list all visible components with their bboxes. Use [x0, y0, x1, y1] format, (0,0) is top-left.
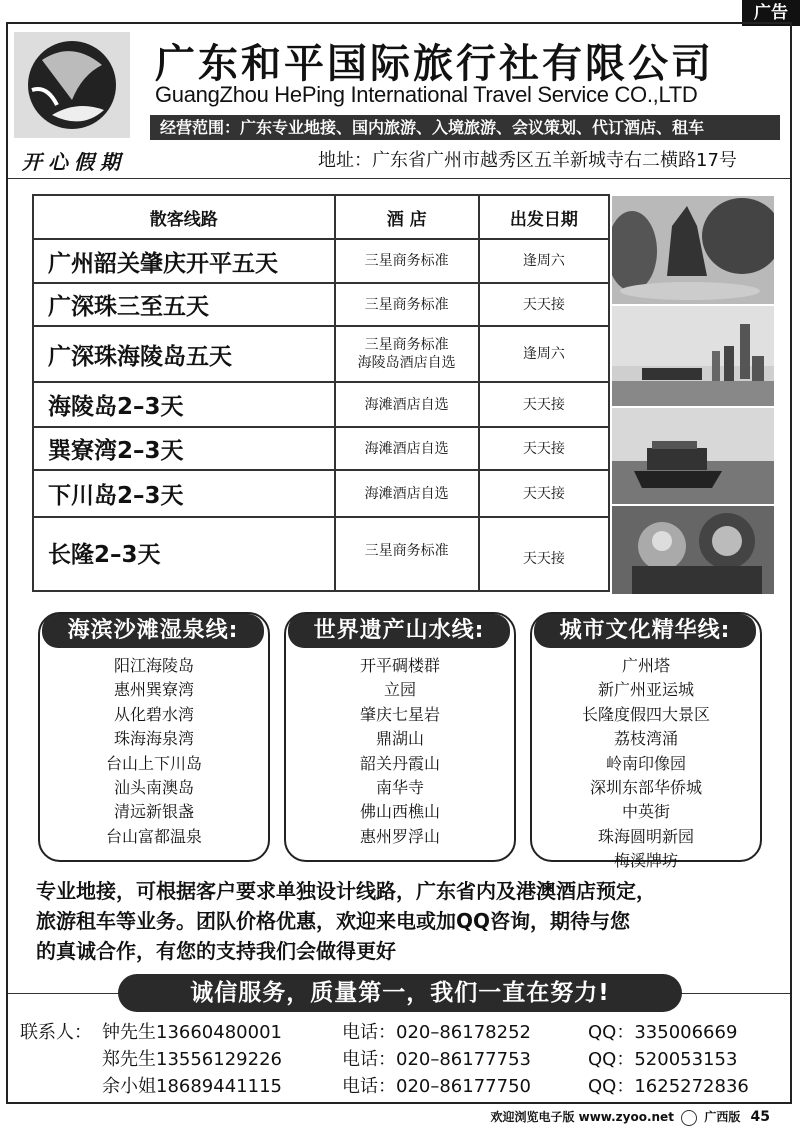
route-name: 巽寮湾2–3天 — [33, 427, 335, 470]
route-date: 天天接 — [479, 283, 609, 326]
contact-qq: QQ：335006669 — [588, 1022, 738, 1043]
route-hotel: 三星商务标准 — [335, 517, 479, 591]
table-row — [33, 470, 609, 517]
list-item: 从化碧水湾 — [113, 704, 194, 724]
list-item: 立园 — [383, 680, 416, 700]
line-list-city — [530, 654, 762, 874]
table-row — [33, 517, 609, 591]
boat-photo — [612, 408, 774, 504]
route-date: 天天接 — [479, 470, 609, 517]
contact-row — [20, 1018, 737, 1044]
list-item: 梅溪牌坊 — [613, 851, 678, 871]
contact-person: 郑先生13556129226 — [102, 1049, 282, 1070]
chimelong-parade-photo — [612, 506, 774, 594]
ad-tag: 广告 — [742, 0, 800, 26]
routes-table — [32, 194, 610, 592]
line-title-coast: 海滨沙滩湿泉线: — [42, 614, 264, 648]
address: 地址：广东省广州市越秀区五羊新城寺右二横路17号 — [318, 150, 737, 171]
contact-person: 余小姐18689441115 — [102, 1076, 282, 1097]
table-header-row — [33, 195, 609, 239]
table-row — [33, 283, 609, 326]
route-date: 逢周六 — [479, 326, 609, 382]
line-list-heritage — [284, 654, 516, 849]
company-name-cn: 广东和平国际旅行社有限公司 — [155, 41, 714, 87]
line-list-coast — [38, 654, 270, 849]
contact-label: 联系人： — [20, 1022, 92, 1043]
list-item: 阳江海陵岛 — [113, 656, 194, 675]
list-item: 长隆度假四大景区 — [581, 704, 710, 724]
route-hotel: 海滩酒店自选 — [335, 470, 479, 517]
contact-row — [20, 1072, 749, 1098]
route-date: 天天接 — [479, 382, 609, 427]
contact-tel: 电话：020–86177750 — [342, 1076, 531, 1097]
list-item: 中英街 — [621, 802, 670, 822]
route-date: 天天接 — [479, 517, 609, 591]
route-date: 天天接 — [479, 427, 609, 470]
company-name-en: GuangZhou HePing International Travel Service CO.,LTD — [155, 82, 698, 107]
list-item: 佛山西樵山 — [359, 802, 440, 822]
list-item: 岭南印像园 — [605, 753, 686, 773]
slogan: 开心假期 — [22, 150, 126, 174]
table-row — [33, 382, 609, 427]
route-hotel-line2: 海陵岛酒店自选 — [357, 355, 456, 371]
route-name: 广州韶关肇庆开平五天 — [33, 239, 335, 283]
footer-text: 欢迎浏览电子版 www.zyoo.net — [490, 1110, 674, 1124]
contact-person: 钟先生13660480001 — [102, 1022, 282, 1043]
line-title-heritage: 世界遗产山水线: — [288, 614, 510, 648]
list-item: 惠州巽寮湾 — [113, 680, 194, 700]
footer — [490, 1108, 770, 1126]
header-hotel: 酒 店 — [335, 195, 479, 239]
description-line: 专业地接，可根据客户要求单独设计线路，广东省内及港澳酒店预定， — [36, 879, 656, 903]
list-item: 珠海圆明新园 — [597, 826, 694, 846]
table-row — [33, 427, 609, 470]
scenery-photos — [612, 196, 774, 594]
route-name: 广深珠三至五天 — [33, 283, 335, 326]
contact-qq: QQ：1625272836 — [588, 1076, 749, 1097]
route-name: 下川岛2–3天 — [33, 470, 335, 517]
contact-row — [20, 1045, 737, 1071]
list-item: 惠州罗浮山 — [359, 826, 440, 846]
contact-tel: 电话：020–86177753 — [342, 1049, 531, 1070]
list-item: 清远新银盏 — [113, 802, 194, 822]
list-item: 新广州亚运城 — [597, 680, 694, 700]
route-hotel: 三星商务标准 — [335, 283, 479, 326]
list-item: 台山富都温泉 — [105, 826, 202, 846]
divider — [8, 178, 790, 179]
header-route: 散客线路 — [33, 195, 335, 239]
business-scope: 经营范围：广东专业地接、国内旅游、入境旅游、会议策划、代订酒店、租车 — [150, 115, 780, 140]
service-description — [36, 876, 776, 966]
route-hotel-line1: 三星商务标准 — [364, 337, 449, 353]
motto-banner: 诚信服务，质量第一，我们一直在努力! — [118, 974, 682, 1012]
list-item: 珠海海泉湾 — [113, 729, 194, 749]
five-rams-statue-photo — [612, 196, 774, 304]
list-item: 广州塔 — [621, 656, 670, 675]
table-row — [33, 326, 609, 382]
page-number: 45 — [750, 1109, 770, 1125]
description-line: 旅游租车等业务。团队价格优惠，欢迎来电或加QQ咨询，期待与您 — [36, 909, 631, 933]
route-date: 逢周六 — [479, 239, 609, 283]
line-title-city: 城市文化精华线: — [534, 614, 756, 648]
route-name: 长隆2–3天 — [33, 517, 335, 591]
list-item: 鼎湖山 — [375, 729, 424, 749]
contact-tel: 电话：020–86178252 — [342, 1022, 531, 1043]
list-item: 深圳东部华侨城 — [589, 778, 702, 798]
description-line: 的真诚合作，有您的支持我们会做得更好 — [36, 939, 396, 963]
list-item: 肇庆七星岩 — [359, 704, 440, 724]
company-logo-icon — [12, 30, 132, 140]
list-item: 南华寺 — [375, 778, 424, 798]
route-hotel: 三星商务标准 — [335, 239, 479, 283]
route-name: 广深珠海陵岛五天 — [33, 326, 335, 382]
magazine-logo-icon — [681, 1110, 697, 1126]
route-hotel: 海滩酒店自选 — [335, 382, 479, 427]
table-row — [33, 239, 609, 283]
route-name: 海陵岛2–3天 — [33, 382, 335, 427]
list-item: 台山上下川岛 — [105, 753, 202, 773]
list-item: 开平碉楼群 — [359, 656, 440, 675]
list-item: 汕头南澳岛 — [113, 778, 194, 798]
contact-qq: QQ：520053153 — [588, 1049, 738, 1070]
route-hotel — [335, 326, 479, 382]
hong-kong-skyline-photo — [612, 306, 774, 406]
header-date: 出发日期 — [479, 195, 609, 239]
list-item: 荔枝湾涌 — [613, 729, 678, 749]
footer-edition: 广西版 — [704, 1110, 741, 1124]
route-hotel: 海滩酒店自选 — [335, 427, 479, 470]
list-item: 韶关丹霞山 — [359, 753, 440, 773]
